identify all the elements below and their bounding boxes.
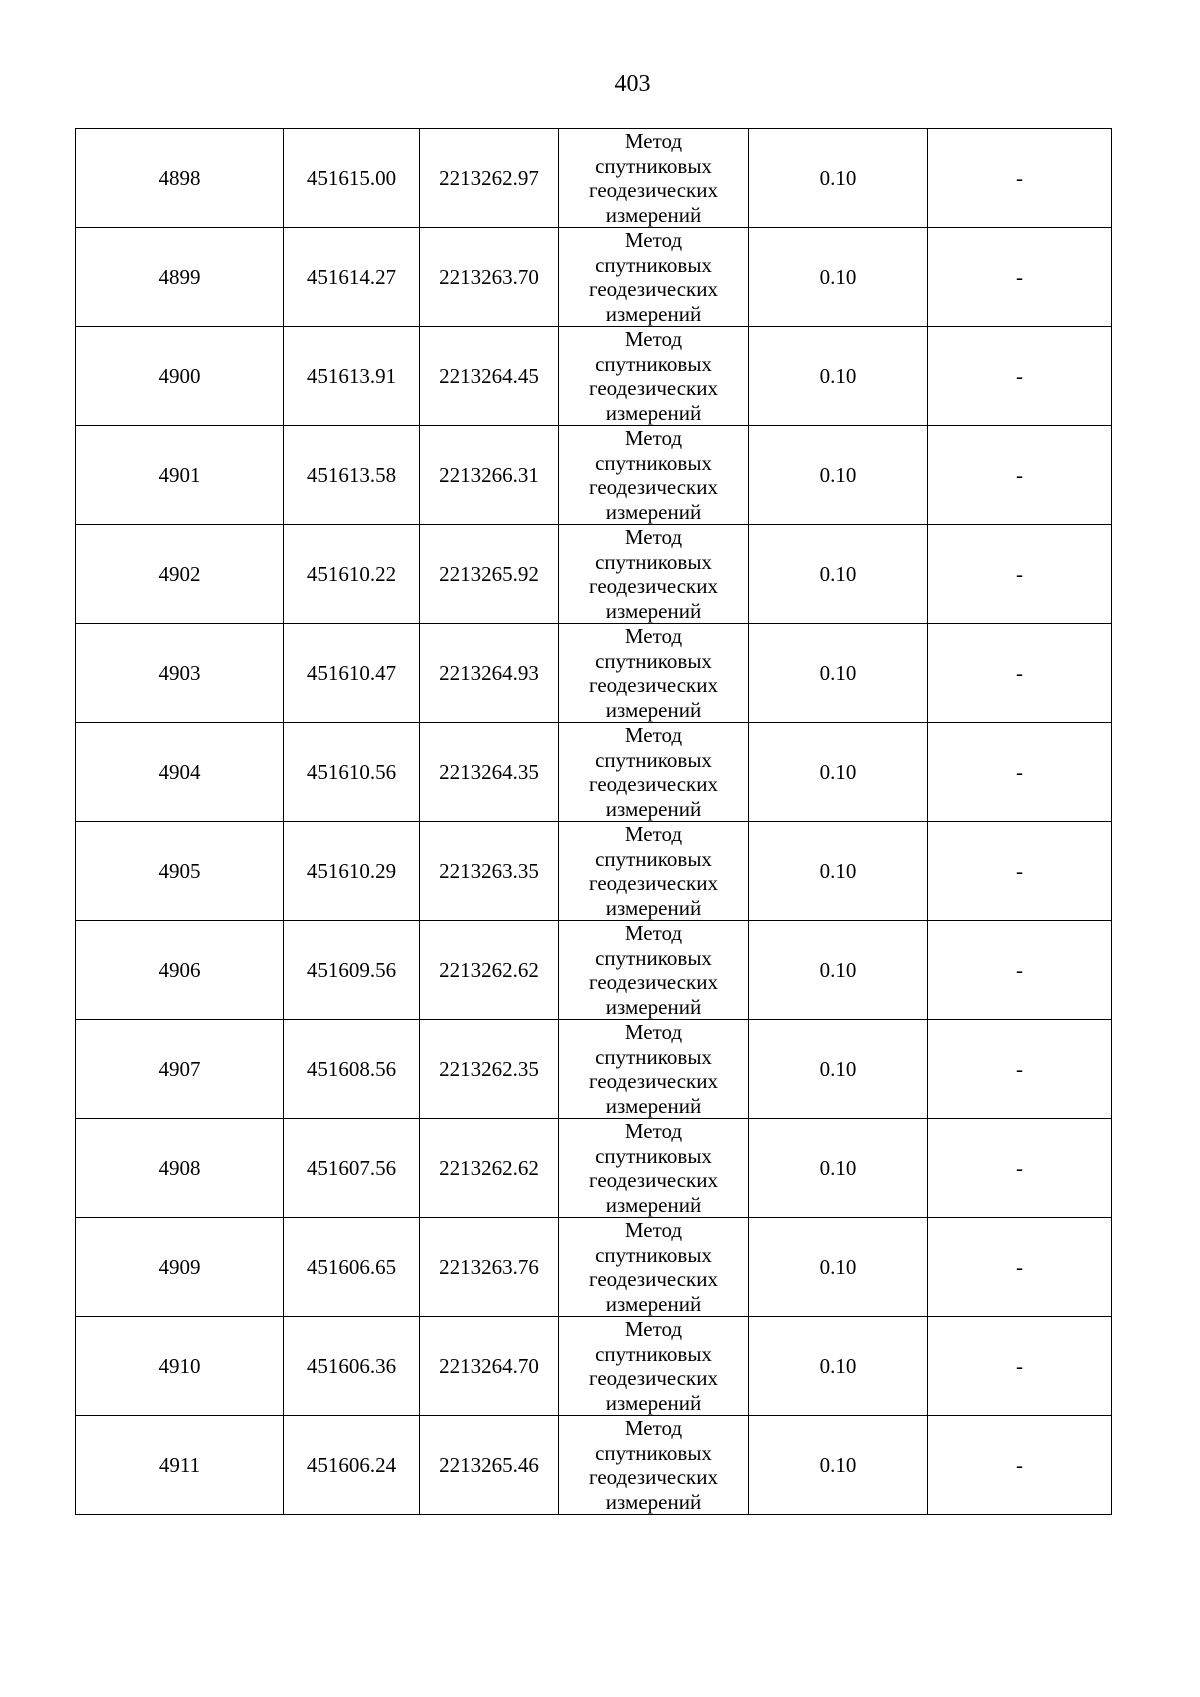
table-row [76,921,1112,1020]
method-text-line: геодезических [588,1069,718,1093]
method-text-line: измерений [605,697,702,722]
method-text-line: геодезических [588,1366,718,1390]
note-cell: - [928,525,1112,624]
method-text-line: Метод [624,1416,683,1440]
method-cell [559,1317,749,1416]
table-row [76,1416,1112,1515]
y-coordinate-cell: 2213262.97 [420,129,559,228]
table-row [76,822,1112,921]
method-cell [559,723,749,822]
method-text-line: Метод [624,1020,683,1044]
accuracy-cell: 0.10 [749,1119,928,1218]
method-text-line: измерений [605,1192,702,1217]
method-text-line: Метод [624,525,683,549]
method-text-line: Метод [624,426,683,450]
method-text-line: измерений [605,796,702,821]
x-coordinate-cell: 451610.56 [284,723,420,822]
table-row [76,723,1112,822]
point-number-cell: 4904 [76,723,284,822]
method-text-line: спутниковых [595,648,712,673]
method-text-line: спутниковых [595,1440,712,1465]
method-text-line: спутниковых [595,945,712,970]
note-cell: - [928,723,1112,822]
accuracy-cell: 0.10 [749,327,928,426]
method-text-line: спутниковых [595,1044,712,1069]
table-row [76,624,1112,723]
y-coordinate-cell: 2213264.93 [420,624,559,723]
x-coordinate-cell: 451608.56 [284,1020,420,1119]
method-cell [559,525,749,624]
method-text-line: Метод [624,921,683,945]
method-text-line: геодезических [588,574,718,598]
x-coordinate-cell: 451606.36 [284,1317,420,1416]
x-coordinate-cell: 451610.47 [284,624,420,723]
method-cell [559,624,749,723]
method-text-line: спутниковых [595,450,712,475]
x-coordinate-cell: 451613.91 [284,327,420,426]
note-cell: - [928,1416,1112,1515]
x-coordinate-cell: 451614.27 [284,228,420,327]
table-row [76,1317,1112,1416]
method-text-line: измерений [605,598,702,623]
method-text-line: спутниковых [595,549,712,574]
point-number-cell: 4908 [76,1119,284,1218]
method-text-line: спутниковых [595,846,712,871]
x-coordinate-cell: 451609.56 [284,921,420,1020]
point-number-cell: 4905 [76,822,284,921]
method-text-line: геодезических [588,1465,718,1489]
point-number-cell: 4900 [76,327,284,426]
note-cell: - [928,327,1112,426]
accuracy-cell: 0.10 [749,1416,928,1515]
method-text-line: Метод [624,129,683,153]
method-text-line: измерений [605,994,702,1019]
y-coordinate-cell: 2213262.62 [420,1119,559,1218]
method-text-line: спутниковых [595,252,712,277]
method-text-line: геодезических [588,277,718,301]
method-text-line: Метод [624,822,683,846]
coordinates-table-body [76,129,1112,1515]
x-coordinate-cell: 451613.58 [284,426,420,525]
table-row [76,228,1112,327]
method-cell [559,426,749,525]
method-text-line: измерений [605,202,702,227]
note-cell: - [928,129,1112,228]
method-cell [559,1020,749,1119]
x-coordinate-cell: 451607.56 [284,1119,420,1218]
accuracy-cell: 0.10 [749,1317,928,1416]
y-coordinate-cell: 2213264.70 [420,1317,559,1416]
method-text-line: геодезических [588,871,718,895]
x-coordinate-cell: 451610.22 [284,525,420,624]
method-text-line: спутниковых [595,1242,712,1267]
method-text-line: геодезических [588,178,718,202]
table-row [76,1218,1112,1317]
point-number-cell: 4902 [76,525,284,624]
method-cell [559,1218,749,1317]
y-coordinate-cell: 2213266.31 [420,426,559,525]
method-text-line: Метод [624,723,683,747]
accuracy-cell: 0.10 [749,822,928,921]
y-coordinate-cell: 2213262.62 [420,921,559,1020]
accuracy-cell: 0.10 [749,129,928,228]
note-cell: - [928,822,1112,921]
y-coordinate-cell: 2213262.35 [420,1020,559,1119]
accuracy-cell: 0.10 [749,921,928,1020]
method-text-line: измерений [605,1291,702,1316]
y-coordinate-cell: 2213263.70 [420,228,559,327]
method-text-line: Метод [624,1317,683,1341]
method-text-line: спутниковых [595,1341,712,1366]
method-text-line: Метод [624,624,683,648]
method-text-line: спутниковых [595,747,712,772]
note-cell: - [928,1317,1112,1416]
accuracy-cell: 0.10 [749,426,928,525]
point-number-cell: 4911 [76,1416,284,1515]
point-number-cell: 4907 [76,1020,284,1119]
method-text-line: Метод [624,327,683,351]
method-text-line: геодезических [588,673,718,697]
method-text-line: геодезических [588,1168,718,1192]
note-cell: - [928,1119,1112,1218]
y-coordinate-cell: 2213264.45 [420,327,559,426]
table-row [76,327,1112,426]
method-text-line: геодезических [588,376,718,400]
note-cell: - [928,1218,1112,1317]
table-row [76,525,1112,624]
method-text-line: измерений [605,301,702,326]
note-cell: - [928,921,1112,1020]
method-text-line: геодезических [588,475,718,499]
method-text-line: спутниковых [595,1143,712,1168]
point-number-cell: 4903 [76,624,284,723]
y-coordinate-cell: 2213264.35 [420,723,559,822]
accuracy-cell: 0.10 [749,1218,928,1317]
method-text-line: измерений [605,1093,702,1118]
method-text-line: Метод [624,1119,683,1143]
accuracy-cell: 0.10 [749,525,928,624]
method-cell [559,921,749,1020]
point-number-cell: 4906 [76,921,284,1020]
coordinates-table [75,128,1112,1515]
point-number-cell: 4898 [76,129,284,228]
method-cell [559,1119,749,1218]
table-row [76,129,1112,228]
method-cell [559,1416,749,1515]
method-text-line: спутниковых [595,153,712,178]
accuracy-cell: 0.10 [749,723,928,822]
x-coordinate-cell: 451606.65 [284,1218,420,1317]
x-coordinate-cell: 451610.29 [284,822,420,921]
point-number-cell: 4899 [76,228,284,327]
method-text-line: измерений [605,499,702,524]
note-cell: - [928,228,1112,327]
note-cell: - [928,426,1112,525]
method-text-line: геодезических [588,970,718,994]
method-text-line: измерений [605,1489,702,1514]
note-cell: - [928,624,1112,723]
y-coordinate-cell: 2213265.92 [420,525,559,624]
point-number-cell: 4901 [76,426,284,525]
method-text-line: спутниковых [595,351,712,376]
point-number-cell: 4909 [76,1218,284,1317]
y-coordinate-cell: 2213263.76 [420,1218,559,1317]
x-coordinate-cell: 451606.24 [284,1416,420,1515]
accuracy-cell: 0.10 [749,1020,928,1119]
method-text-line: Метод [624,228,683,252]
accuracy-cell: 0.10 [749,228,928,327]
note-cell: - [928,1020,1112,1119]
x-coordinate-cell: 451615.00 [284,129,420,228]
method-text-line: измерений [605,895,702,920]
point-number-cell: 4910 [76,1317,284,1416]
method-cell [559,129,749,228]
table-row [76,1119,1112,1218]
method-text-line: Метод [624,1218,683,1242]
method-text-line: геодезических [588,772,718,796]
method-cell [559,822,749,921]
method-cell [559,327,749,426]
accuracy-cell: 0.10 [749,624,928,723]
table-row [76,426,1112,525]
method-cell [559,228,749,327]
method-text-line: геодезических [588,1267,718,1291]
method-text-line: измерений [605,1390,702,1415]
page-number: 403 [614,71,651,97]
y-coordinate-cell: 2213263.35 [420,822,559,921]
table-row [76,1020,1112,1119]
method-text-line: измерений [605,400,702,425]
y-coordinate-cell: 2213265.46 [420,1416,559,1515]
